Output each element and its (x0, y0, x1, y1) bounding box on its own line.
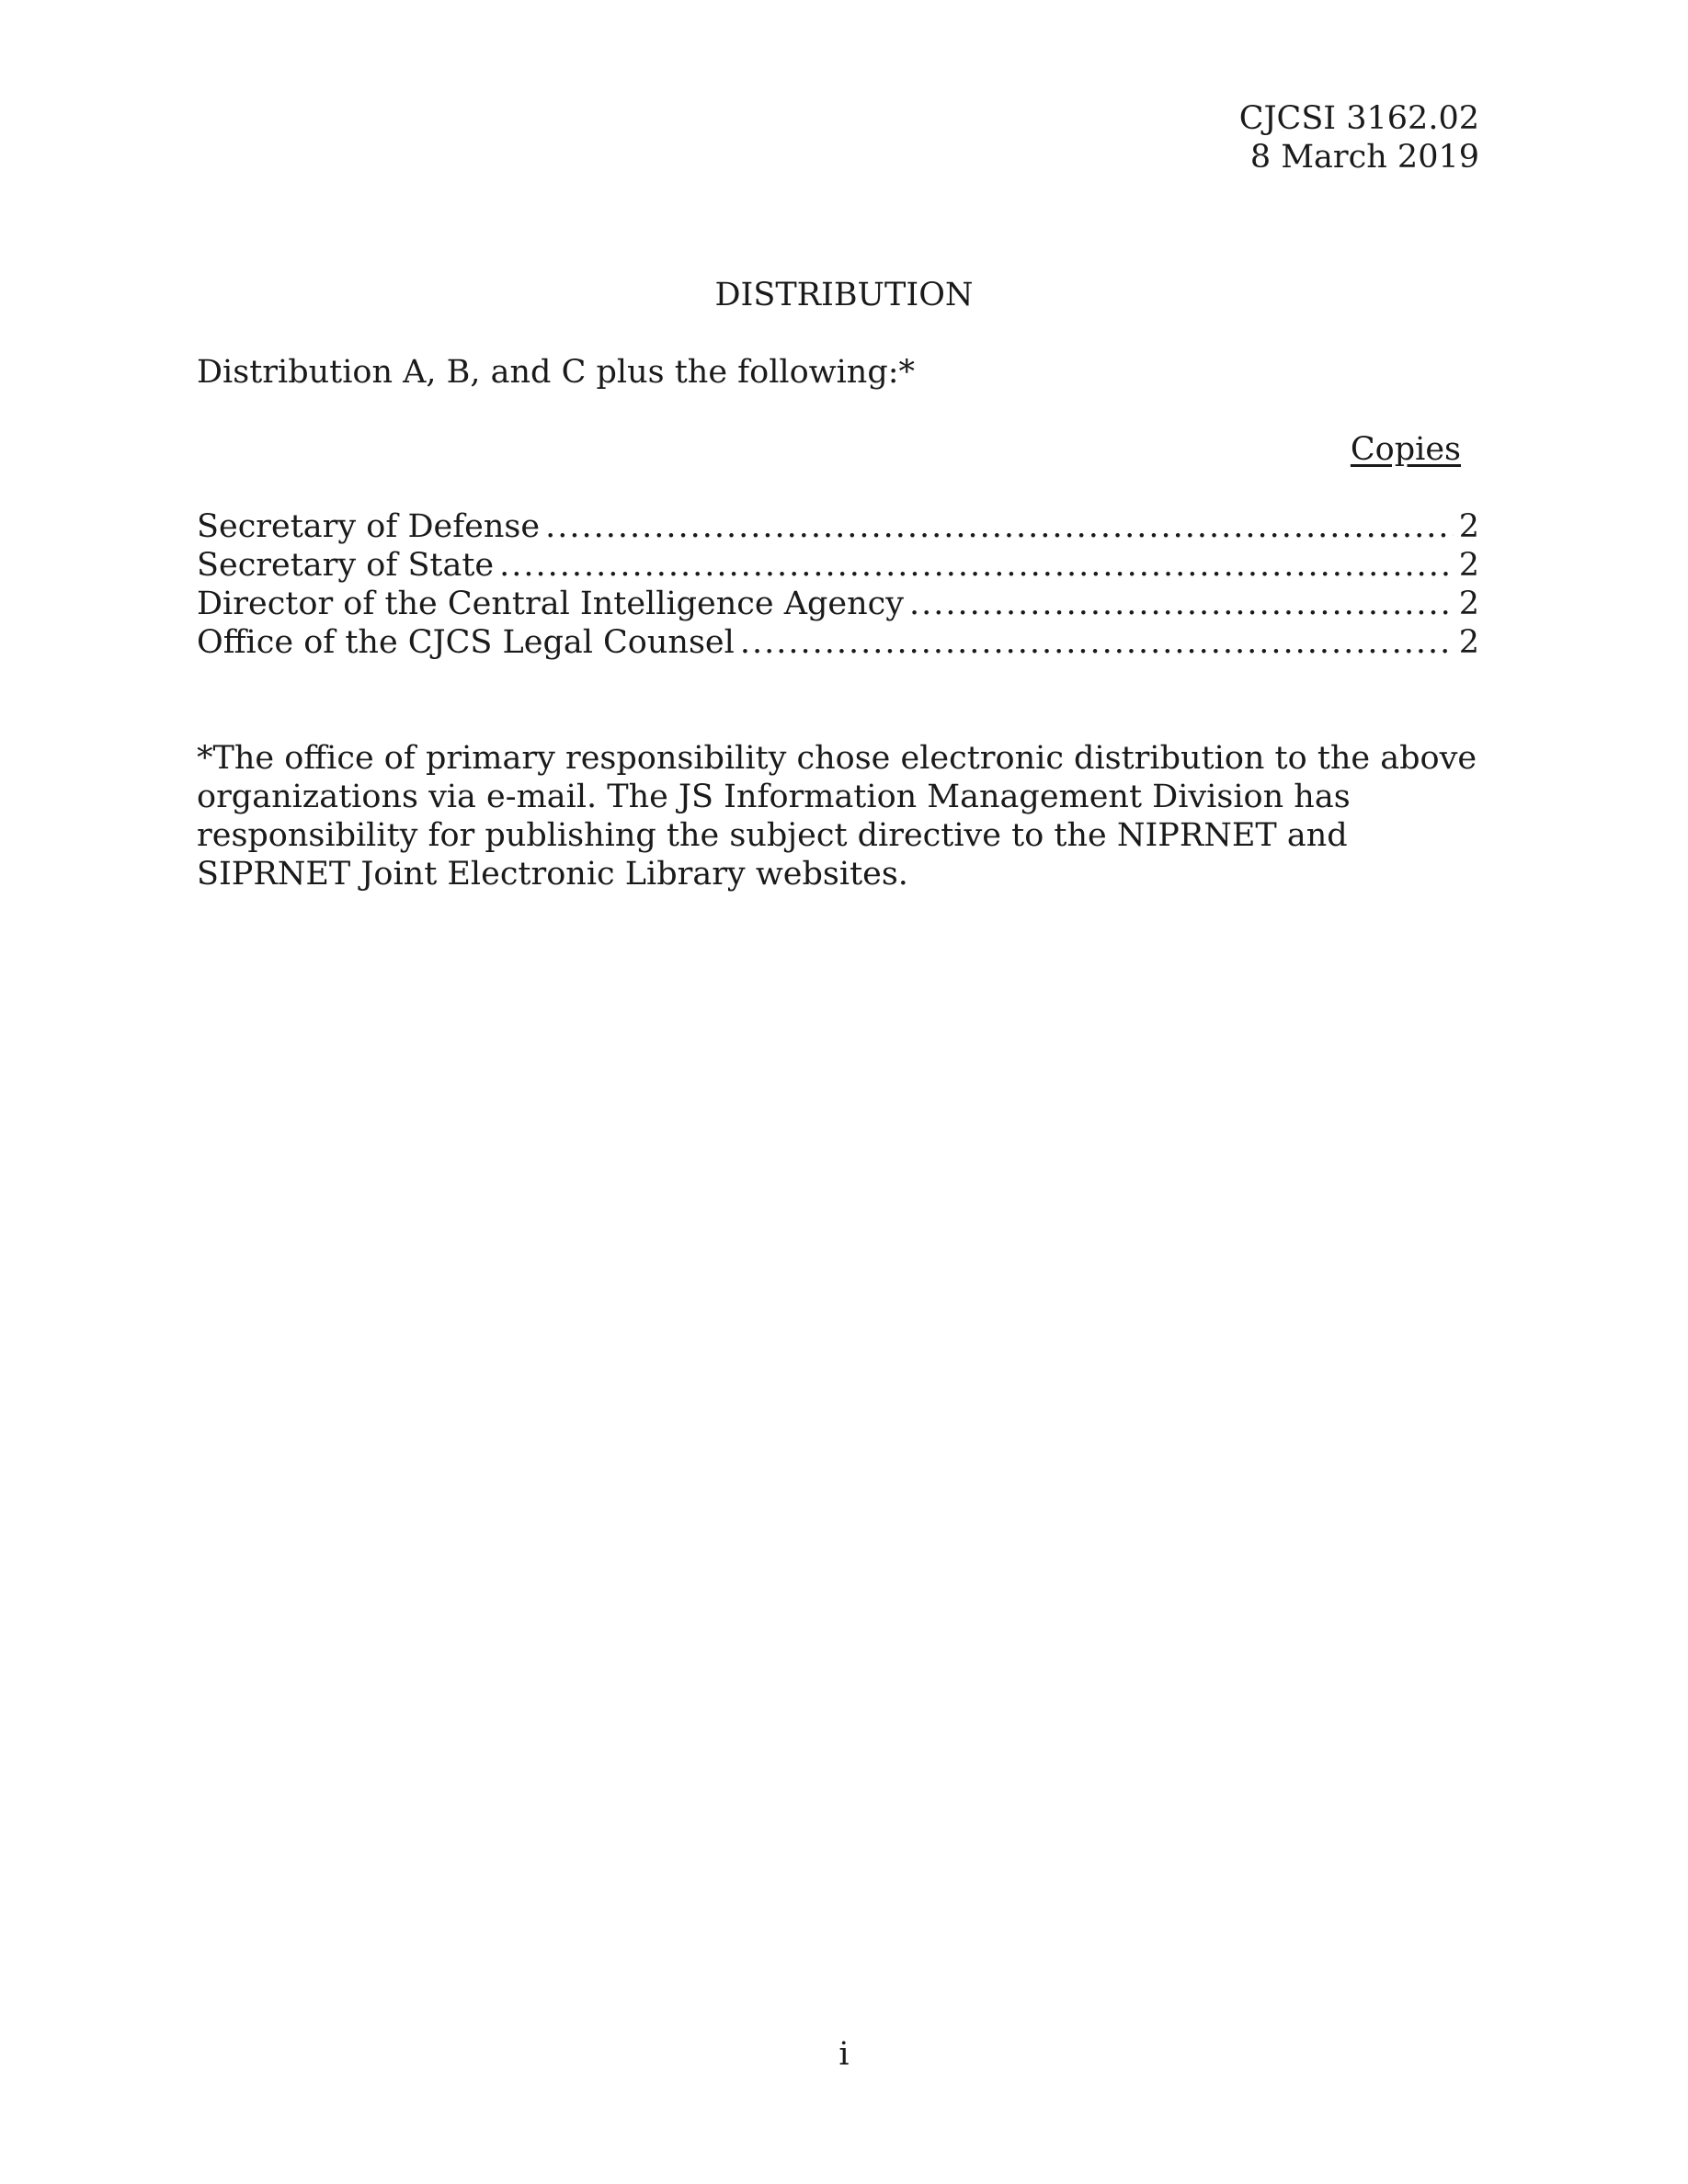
distribution-list (197, 507, 1479, 662)
dot-leader (909, 585, 1454, 623)
copy-count: 2 (1458, 624, 1479, 661)
list-item (197, 507, 1479, 546)
copy-count: 2 (1458, 586, 1479, 622)
footnote-line: responsibility for publishing the subject directive to the NIPRNET and (197, 817, 1348, 854)
list-item (197, 585, 1479, 623)
dot-leader (545, 507, 1454, 546)
recipient-name: Director of the Central Intelligence Agency (197, 586, 905, 622)
copy-count: 2 (1458, 547, 1479, 584)
footnote (197, 739, 1484, 893)
recipient-name: Secretary of Defense (197, 508, 541, 545)
document-date: 8 March 2019 (1249, 139, 1479, 176)
copy-count: 2 (1458, 508, 1479, 545)
list-item (197, 546, 1479, 585)
recipient-name: Office of the CJCS Legal Counsel (197, 624, 735, 661)
dot-leader (499, 546, 1454, 585)
list-item (197, 623, 1479, 662)
footnote-line: organizations via e-mail. The JS Information Management Division has (197, 779, 1351, 815)
distribution-intro: Distribution A, B, and C plus the following:* (197, 354, 916, 391)
recipient-name: Secretary of State (197, 547, 495, 584)
document-id: CJCSI 3162.02 (1238, 100, 1479, 137)
footnote-line: *The office of primary responsibility chose electronic distribution to the above (197, 740, 1477, 777)
dot-leader (740, 623, 1454, 662)
page-number: i (838, 2036, 850, 2073)
footnote-line: SIPRNET Joint Electronic Library websites. (197, 856, 908, 893)
copies-column-heading: Copies (1350, 431, 1461, 468)
page-title: DISTRIBUTION (714, 277, 974, 313)
document-header (1239, 99, 1479, 176)
